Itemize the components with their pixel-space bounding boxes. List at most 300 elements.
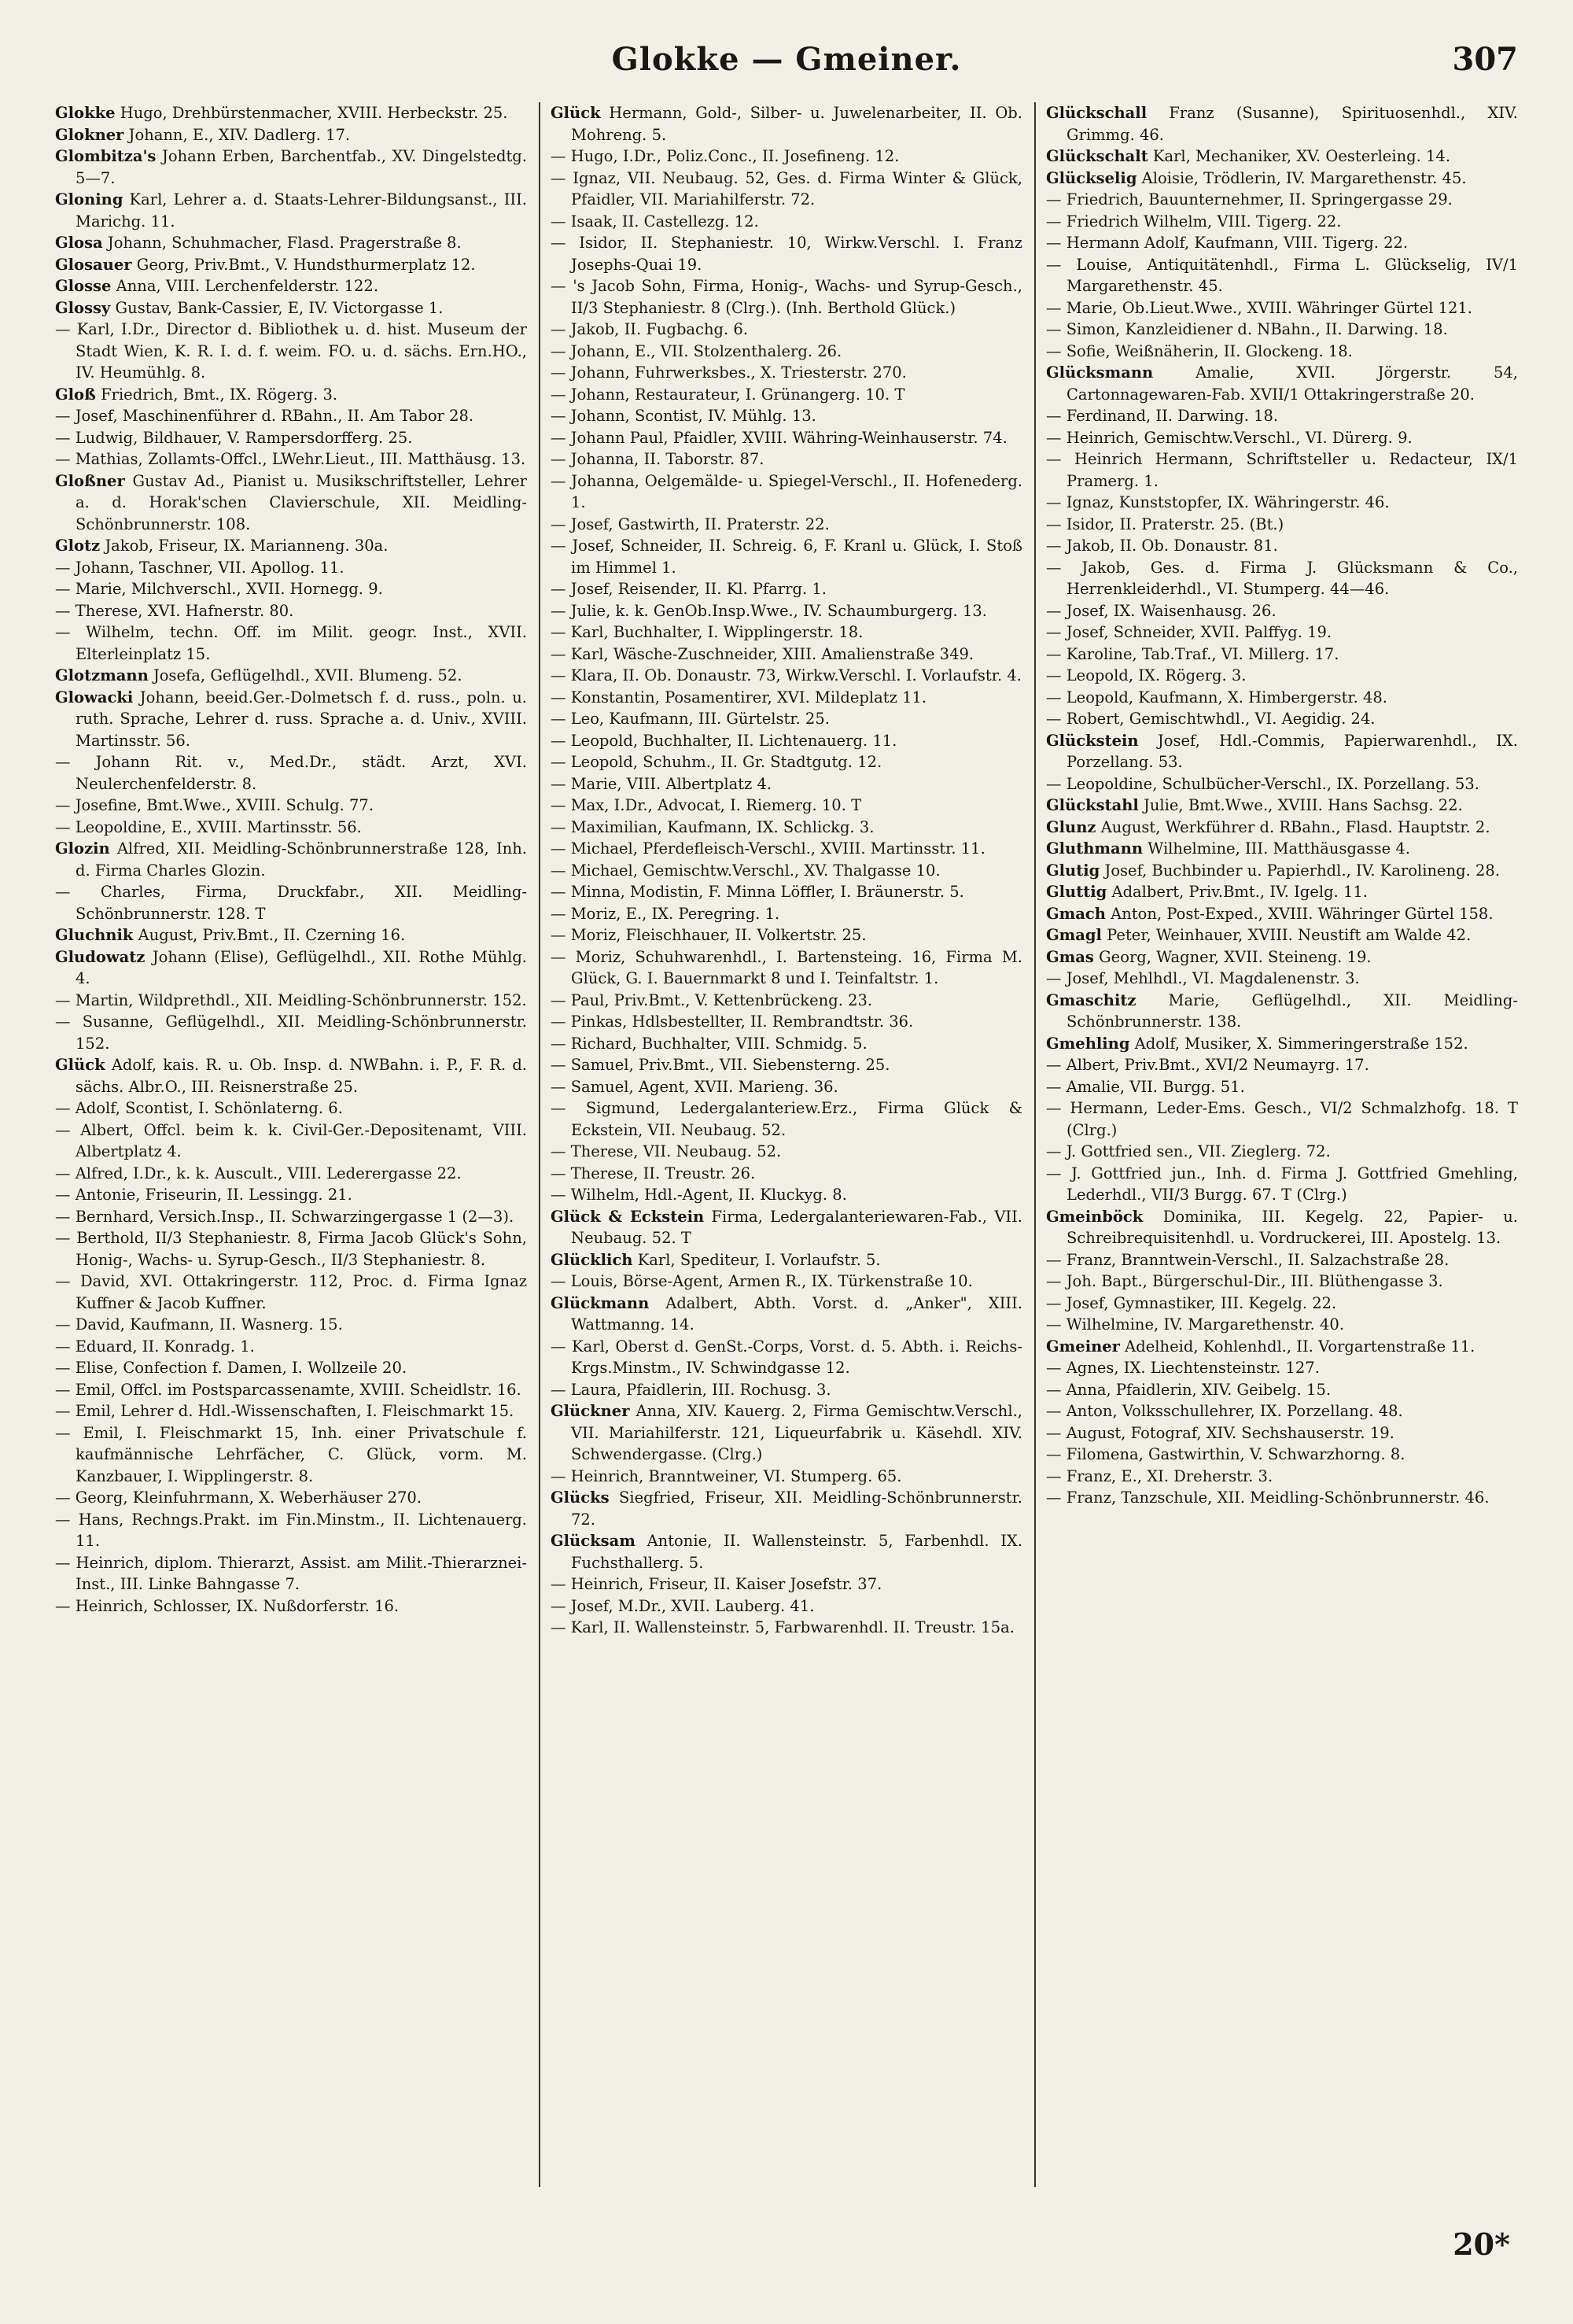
entry-text: — Marie, Ob.Lieut.Wwe., XVIII. Währinger Gürtel 121. [1046, 298, 1472, 317]
directory-entry [1046, 730, 1518, 773]
entry-surname: Gmagl [1046, 926, 1102, 944]
entry-text: — 's Jacob Sohn, Firma, Honig-, Wachs- und Syrup-Gesch., II/3 Stephaniestr. 8 (Clrg.). (Inh. Berthold Glück.) [551, 277, 1022, 317]
entry-text: — Johann Rit. v., Med.Dr., städt. Arzt, XVI. Neulerchenfelderstr. 8. [55, 753, 527, 793]
directory-entry [1046, 1487, 1518, 1509]
entry-text: Karl, Spediteur, I. Vorlaufstr. 5. [632, 1250, 881, 1269]
directory-entry [551, 1163, 1022, 1185]
directory-entry [1046, 1466, 1518, 1488]
directory-entry [551, 687, 1022, 709]
directory-entry [55, 124, 527, 146]
directory-entry [55, 751, 527, 795]
directory-entry [1046, 817, 1518, 839]
column-middle [551, 102, 1022, 2211]
directory-entry [551, 924, 1022, 946]
directory-entry [551, 860, 1022, 882]
entry-text: — David, XVI. Ottakringerstr. 112, Proc. d. Firma Ignaz Kuffner & Jacob Kuffner. [55, 1272, 527, 1312]
entry-text: Josef, Hdl.-Commis, Papierwarenhdl., IX. Porzellang. 53. [1066, 731, 1518, 771]
directory-entry [55, 1336, 527, 1358]
entry-text: — Agnes, IX. Liechtensteinstr. 127. [1046, 1359, 1320, 1377]
directory-entry [1046, 211, 1518, 233]
entry-text: — Moriz, Schuhwarenhdl., I. Bartensteing. 16, Firma M. Glück, G. I. Bauernmarkt 8 und I. Teinfaltstr. 1. [551, 947, 1022, 987]
entry-text: Amalie, XVII. Jörgerstr. 54, Cartonnagewaren-Fab. XVII/1 Ottakringerstraße 20. [1066, 363, 1518, 404]
entry-surname: Glückmann [551, 1293, 650, 1312]
entry-text: — Joh. Bapt., Bürgerschul-Dir., III. Blüthengasse 3. [1046, 1272, 1443, 1290]
directory-entry [55, 1054, 527, 1097]
entry-text: — Josef, IX. Waisenhausg. 26. [1046, 601, 1276, 620]
directory-entry [551, 1011, 1022, 1033]
entry-text: — Moriz, Fleischhauer, II. Volkertstr. 25. [551, 926, 867, 944]
entry-text: — Therese, VII. Neubaug. 52. [551, 1142, 782, 1160]
entry-text: — Johanna, II. Taborstr. 87. [551, 450, 764, 468]
directory-entry [551, 146, 1022, 168]
entry-text: Georg, Wagner, XVII. Steineng. 19. [1093, 947, 1372, 966]
entry-text: — Samuel, Agent, XVII. Marieng. 36. [551, 1077, 838, 1096]
entry-text: — Richard, Buchhalter, VIII. Schmidg. 5. [551, 1034, 868, 1053]
entry-text: Johann, beeid.Ger.-Dolmetsch f. d. russ., poln. u. ruth. Sprache, Lehrer d. russ. Sprache a. d. Univ., XVIII. Martinsstr. 56. [76, 688, 527, 750]
directory-entry [551, 946, 1022, 990]
entry-text: Johann (Elise), Geflügelhdl., XII. Rothe Mühlg. 4. [76, 947, 527, 987]
entry-text: — Elise, Confection f. Damen, I. Wollzeile 20. [55, 1359, 407, 1377]
entry-text: Julie, Bmt.Wwe., XVIII. Hans Sachsg. 22. [1138, 796, 1463, 814]
entry-text: — Johann, Scontist, IV. Mühlg. 13. [551, 407, 816, 425]
directory-entry [55, 254, 527, 276]
entry-text: — August, Fotograf, XIV. Sechshauserstr. 19. [1046, 1423, 1394, 1442]
directory-entry [55, 1206, 527, 1228]
entry-text: — Johann, Taschner, VII. Apollog. 11. [55, 558, 344, 577]
directory-entry [551, 405, 1022, 427]
entry-text: — Johann, Restaurateur, I. Grünangerg. 10. T [551, 385, 905, 404]
column-right [1046, 102, 1518, 2211]
directory-entry [551, 622, 1022, 644]
directory-entry [55, 535, 527, 557]
directory-entry [1046, 189, 1518, 211]
entry-text: — Susanne, Geflügelhdl., XII. Meidling-Schönbrunnerstr. 152. [55, 1013, 527, 1053]
entry-surname: Glückschall [1046, 104, 1148, 122]
directory-entry [1046, 254, 1518, 297]
entry-text: — Robert, Gemischtwhdl., VI. Aegidig. 24. [1046, 710, 1376, 728]
entry-text: August, Priv.Bmt., II. Czerning 16. [133, 926, 406, 944]
directory-entry [55, 297, 527, 319]
directory-entry [551, 817, 1022, 839]
entry-text: Adalbert, Priv.Bmt., IV. Igelg. 11. [1107, 883, 1368, 901]
directory-entry [551, 1466, 1022, 1488]
entry-text: — Wilhelmine, IV. Margarethenstr. 40. [1046, 1315, 1345, 1334]
directory-entry [1046, 362, 1518, 405]
entry-text: Josefa, Geflügelhdl., XVII. Blumeng. 52. [148, 666, 462, 684]
entry-text: — Hugo, I.Dr., Poliz.Conc., II. Josefineng. 12. [551, 147, 900, 165]
directory-entry [55, 448, 527, 470]
entry-text: — Klara, II. Ob. Donaustr. 73, Wirkw.Verschl. I. Vorlaufstr. 4. [551, 666, 1022, 684]
entry-text: — Josef, Reisender, II. Kl. Pfarrg. 1. [551, 580, 827, 598]
entry-text: — Eduard, II. Konradg. 1. [55, 1337, 255, 1356]
directory-entry [551, 275, 1022, 319]
entry-text: — Alfred, I.Dr., k. k. Auscult., VIII. Lederergasse 22. [55, 1164, 462, 1182]
signature-mark: 20* [1453, 2226, 1510, 2262]
directory-entry [55, 1509, 527, 1552]
entry-surname: Gmach [1046, 904, 1106, 923]
entry-text: — Michael, Gemischtw.Verschl., XV. Thalgasse 10. [551, 861, 941, 880]
directory-entry [551, 600, 1022, 622]
entry-text: — Josef, Gymnastiker, III. Kegelg. 22. [1046, 1293, 1337, 1312]
directory-entry [1046, 622, 1518, 644]
entry-text: Anna, XIV. Kauerg. 2, Firma Gemischtw.Verschl., VII. Mariahilferstr. 121, Liqueurfabrik u. Käsehdl. XIV. Schwendergasse. (Clrg.) [571, 1402, 1022, 1463]
entry-text: — Max, I.Dr., Advocat, I. Riemerg. 10. T [551, 796, 862, 814]
entry-surname: Glücks [551, 1488, 610, 1507]
entry-text: Dominika, III. Kegelg. 22, Papier- u. Schreibrequisitenhdl. u. Vordruckerei, III. Apostelg. 13. [1066, 1207, 1518, 1247]
directory-entry [55, 1227, 527, 1271]
entry-surname: Glossy [55, 298, 111, 317]
directory-entry [55, 990, 527, 1012]
entry-text: — Emil, I. Fleischmarkt 15, Inh. einer Privatschule f. kaufmännische Lehrfächer, C. Glück, vorm. M. Kanzbauer, I. Wipplingerstr. 8. [55, 1423, 527, 1485]
entry-text: Karl, Lehrer a. d. Staats-Lehrer-Bildungsanst., III. Marichg. 11. [76, 190, 527, 231]
entry-text: — Simon, Kanzleidiener d. NBahn., II. Darwing. 18. [1046, 320, 1448, 338]
entry-text: — Johanna, Oelgemälde- u. Spiegel-Verschl., II. Hofenederg. 1. [551, 471, 1022, 511]
directory-entry [551, 1336, 1022, 1379]
entry-text: — Emil, Lehrer d. Hdl.-Wissenschaften, I. Fleischmarkt 15. [55, 1402, 514, 1420]
entry-surname: Glozin [55, 839, 110, 858]
entry-text: — Charles, Firma, Druckfabr., XII. Meidling-Schönbrunnerstr. 128. T [55, 883, 527, 923]
entry-text: — Samuel, Priv.Bmt., VII. Siebensterng. 25. [551, 1056, 890, 1074]
entry-text: Anna, VIII. Lerchenfelderstr. 122. [111, 277, 379, 295]
entry-text: — Hermann Adolf, Kaufmann, VIII. Tigerg. 22. [1046, 234, 1409, 252]
entry-text: — Leopold, Buchhalter, II. Lichtenauerg. 11. [551, 731, 897, 750]
directory-entry [551, 1249, 1022, 1271]
directory-entry [55, 1400, 527, 1422]
directory-entry [1046, 319, 1518, 341]
directory-entry [1046, 644, 1518, 666]
entry-surname: Gmehling [1046, 1034, 1130, 1053]
directory-entry [551, 1573, 1022, 1595]
page-title: Glokke — Gmeiner. [611, 41, 962, 78]
directory-entry [551, 795, 1022, 817]
directory-entry [1046, 1033, 1518, 1055]
directory-entry [551, 1595, 1022, 1618]
entry-text: — Heinrich, Friseur, II. Kaiser Josefstr. 37. [551, 1575, 882, 1593]
entry-text: — Karoline, Tab.Traf., VI. Millerg. 17. [1046, 644, 1339, 663]
entry-text: — Hermann, Leder-Ems. Gesch., VI/2 Schmalzhofg. 18. T (Clrg.) [1046, 1099, 1518, 1139]
directory-entry [551, 751, 1022, 773]
entry-text: Gustav, Bank-Cassier, E, IV. Victorgasse 1. [110, 298, 444, 317]
entry-surname: Glosse [55, 277, 112, 295]
entry-text: — Therese, II. Treustr. 26. [551, 1164, 756, 1182]
entry-surname: Gloning [55, 190, 123, 208]
entry-surname: Glücklich [551, 1250, 633, 1269]
directory-entry [55, 924, 527, 946]
directory-entry [551, 1271, 1022, 1293]
entry-text: — Josef, Schneider, II. Schreig. 6, F. Kranl u. Glück, I. Stoß im Himmel 1. [551, 537, 1022, 577]
directory-entry [55, 232, 527, 254]
directory-entry [55, 384, 527, 406]
entry-surname: Gmeinböck [1046, 1207, 1144, 1226]
directory-entry [551, 514, 1022, 536]
directory-entry [55, 1271, 527, 1314]
entry-text: — Josef, Maschinenführer d. RBahn., II. Am Tabor 28. [55, 407, 474, 425]
entry-text: — Johann, E., VII. Stolzenthalerg. 26. [551, 341, 842, 360]
entry-surname: Glombitza's [55, 147, 157, 165]
entry-text: — Hans, Rechngs.Prakt. im Fin.Minstm., II. Lichtenauerg. 11. [55, 1510, 527, 1550]
entry-surname: Gluttig [1046, 883, 1107, 901]
entry-text: Adalbert, Abth. Vorst. d. „Anker", XIII. Wattmanng. 14. [571, 1293, 1022, 1334]
entry-text: — Heinrich, Gemischtw.Verschl., VI. Dürerg. 9. [1046, 428, 1413, 447]
entry-text: Alfred, XII. Meidling-Schönbrunnerstraße 128, Inh. d. Firma Charles Glozin. [76, 839, 527, 880]
directory-entry [551, 665, 1022, 687]
entry-text: — Adolf, Scontist, I. Schönlaterng. 6. [55, 1099, 343, 1117]
entry-surname: Glückselig [1046, 168, 1137, 187]
directory-entry [551, 384, 1022, 406]
directory-entry [55, 1552, 527, 1595]
directory-entry [1046, 946, 1518, 968]
entry-text: — Konstantin, Posamentirer, XVI. Mildeplatz 11. [551, 688, 927, 706]
directory-entry [1046, 1400, 1518, 1422]
entry-surname: Glosa [55, 234, 103, 252]
entry-surname: Gluthmann [1046, 839, 1144, 858]
directory-entry [55, 1422, 527, 1488]
entry-surname: Glotz [55, 537, 101, 555]
directory-entry [1046, 924, 1518, 946]
entry-surname: Gludowatz [55, 947, 146, 966]
directory-entry [1046, 1249, 1518, 1271]
entry-text: — Leopold, IX. Rögerg. 3. [1046, 666, 1247, 684]
entry-surname: Glück [551, 104, 601, 122]
directory-entry [551, 1033, 1022, 1055]
entry-text: — Leopold, Kaufmann, X. Himbergerstr. 48. [1046, 688, 1387, 706]
directory-entry [55, 1379, 527, 1401]
entry-text: — Louise, Antiquitätenhdl., Firma L. Glückselig, IV/1 Margarethenstr. 45. [1046, 255, 1518, 295]
directory-entry [55, 1357, 527, 1379]
entry-surname: Glücksmann [1046, 363, 1154, 382]
directory-entry [1046, 773, 1518, 795]
entry-surname: Glotzmann [55, 666, 149, 684]
entry-text: — Laura, Pfaidlerin, III. Rochusg. 3. [551, 1380, 831, 1399]
directory-entry [55, 1595, 527, 1618]
entry-surname: Gloß [55, 385, 96, 404]
entry-surname: Glückstein [1046, 731, 1139, 750]
entry-text: Hermann, Gold-, Silber- u. Juwelenarbeiter, II. Ob. Mohreng. 5. [571, 104, 1022, 144]
entry-text: Marie, Geflügelhdl., XII. Meidling-Schönbrunnerstr. 138. [1066, 990, 1518, 1031]
entry-text: — Karl, Buchhalter, I. Wipplingerstr. 18. [551, 623, 864, 641]
directory-entry [55, 1163, 527, 1185]
entry-text: — Michael, Pferdefleisch-Verschl., XVIII. Martinsstr. 11. [551, 839, 985, 858]
directory-entry [551, 838, 1022, 860]
directory-entry [551, 773, 1022, 795]
directory-entry [1046, 990, 1518, 1033]
directory-entry [55, 1120, 527, 1163]
entry-text: Wilhelmine, III. Matthäusgasse 4. [1143, 839, 1410, 858]
entry-text: — Martin, Wildprethdl., XII. Meidling-Schönbrunnerstr. 152. [55, 990, 527, 1009]
directory-entry [1046, 535, 1518, 557]
directory-entry [551, 1530, 1022, 1573]
directory-columns [55, 102, 1518, 2211]
entry-text: Peter, Weinhauer, XVIII. Neustift am Walde 42. [1101, 926, 1472, 944]
directory-entry [551, 1184, 1022, 1206]
entry-surname: Glückstahl [1046, 796, 1139, 814]
directory-entry [55, 1011, 527, 1054]
directory-entry [55, 600, 527, 622]
directory-entry [551, 1617, 1022, 1639]
entry-surname: Glück & Eckstein [551, 1207, 705, 1226]
entry-text: Friedrich, Bmt., IX. Rögerg. 3. [95, 385, 338, 404]
directory-entry [1046, 232, 1518, 254]
entry-surname: Glowacki [55, 688, 134, 706]
directory-entry [55, 622, 527, 665]
entry-text: — Friedrich Wilhelm, VIII. Tigerg. 22. [1046, 212, 1342, 231]
entry-text: — Franz, E., XI. Dreherstr. 3. [1046, 1466, 1273, 1485]
directory-entry [1046, 146, 1518, 168]
directory-entry [1046, 795, 1518, 817]
directory-entry [55, 1097, 527, 1120]
directory-entry [1046, 297, 1518, 319]
entry-text: — Wilhelm, techn. Off. im Milit. geogr. Inst., XVII. Elterleinplatz 15. [55, 623, 527, 663]
entry-surname: Glutig [1046, 861, 1100, 880]
directory-entry [1046, 881, 1518, 903]
entry-text: — Louis, Börse-Agent, Armen R., IX. Türkenstraße 10. [551, 1272, 973, 1290]
directory-entry [55, 881, 527, 924]
directory-entry [551, 232, 1022, 275]
entry-text: — Georg, Kleinfuhrmann, X. Weberhäuser 270. [55, 1488, 422, 1507]
entry-surname: Glokke [55, 104, 116, 122]
entry-text: — Karl, Wäsche-Zuschneider, XIII. Amalienstraße 349. [551, 644, 974, 663]
entry-text: Jakob, Friseur, IX. Marianneng. 30a. [100, 537, 389, 555]
directory-entry [1046, 557, 1518, 600]
entry-text: — Sigmund, Ledergalanteriew.Erz., Firma Glück & Eckstein, VII. Neubaug. 52. [551, 1099, 1022, 1139]
entry-text: — Ferdinand, II. Darwing. 18. [1046, 407, 1279, 425]
directory-entry [551, 990, 1022, 1012]
directory-entry [1046, 1271, 1518, 1293]
directory-entry [1046, 687, 1518, 709]
directory-entry [55, 795, 527, 817]
directory-entry [1046, 1054, 1518, 1076]
entry-text: — Johann Paul, Pfaidler, XVIII. Währing-Weinhauserstr. 74. [551, 428, 1008, 447]
entry-text: — Ignaz, VII. Neubaug. 52, Ges. d. Firma Winter & Glück, Pfaidler, VII. Mariahilferstr. 72. [551, 168, 1022, 208]
directory-entry [1046, 102, 1518, 146]
directory-entry [1046, 1314, 1518, 1336]
directory-entry [551, 881, 1022, 903]
entry-text: — Josef, Gastwirth, II. Praterstr. 22. [551, 515, 830, 533]
entry-text: August, Werkführer d. RBahn., Flasd. Hauptstr. 2. [1096, 817, 1490, 836]
entry-text: — Friedrich, Bauunternehmer, II. Springergasse 29. [1046, 190, 1453, 208]
entry-text: — Leopoldine, E., XVIII. Martinsstr. 56. [55, 817, 362, 836]
entry-text: Adolf, kais. R. u. Ob. Insp. d. NWBahn. i. P., F. R. d. sächs. Albr.O., III. Reisnerstraße 25. [76, 1056, 527, 1096]
directory-entry [1046, 448, 1518, 492]
entry-text: — Marie, Milchverschl., XVII. Hornegg. 9. [55, 580, 383, 598]
entry-text: — Leo, Kaufmann, III. Gürtelstr. 25. [551, 710, 830, 728]
directory-entry [55, 405, 527, 427]
entry-surname: Gmeiner [1046, 1337, 1120, 1356]
entry-text: — Albert, Priv.Bmt., XVI/2 Neumayrg. 17. [1046, 1056, 1369, 1074]
entry-text: Georg, Priv.Bmt., V. Hundsthurmerplatz 12. [131, 255, 476, 274]
entry-text: — Ludwig, Bildhauer, V. Rampersdorfferg. 25. [55, 428, 413, 447]
directory-entry [551, 1487, 1022, 1530]
entry-text: Adelheid, Kohlenhdl., II. Vorgartenstraße 11. [1119, 1337, 1475, 1356]
entry-text: — Minna, Modistin, F. Minna Löffler, I. Bräunerstr. 5. [551, 883, 964, 901]
entry-text: — Moriz, E., IX. Peregring. 1. [551, 904, 780, 923]
entry-surname: Glückner [551, 1402, 630, 1420]
directory-entry [55, 1314, 527, 1336]
entry-text: — Amalie, VII. Burgg. 51. [1046, 1077, 1245, 1096]
entry-text: — Filomena, Gastwirthin, V. Schwarzhorng. 8. [1046, 1445, 1405, 1463]
directory-entry [1046, 1379, 1518, 1401]
entry-text: Aloisie, Trödlerin, IV. Margarethenstr. 45. [1136, 168, 1467, 187]
entry-text: — Julie, k. k. GenOb.Insp.Wwe., IV. Schaumburgerg. 13. [551, 601, 987, 620]
entry-text: Karl, Mechaniker, XV. Oesterleing. 14. [1148, 147, 1451, 165]
entry-text: — Therese, XVI. Hafnerstr. 80. [55, 601, 294, 620]
entry-text: — Jakob, II. Ob. Donaustr. 81. [1046, 537, 1278, 555]
entry-text: Siegfried, Friseur, XII. Meidling-Schönbrunnerstr. 72. [571, 1488, 1022, 1529]
entry-text: — Maximilian, Kaufmann, IX. Schlickg. 3. [551, 817, 875, 836]
directory-entry [55, 102, 527, 124]
directory-entry [551, 1206, 1022, 1249]
directory-entry [551, 578, 1022, 600]
directory-entry [1046, 903, 1518, 925]
directory-entry [1046, 1293, 1518, 1315]
entry-surname: Glosauer [55, 255, 132, 274]
entry-text: — Heinrich, Branntweiner, VI. Stumperg. 65. [551, 1466, 902, 1485]
directory-entry [55, 687, 527, 752]
directory-entry [551, 730, 1022, 752]
entry-text: — Heinrich, diplom. Thierarzt, Assist. am Milit.-Thierarznei-Inst., III. Linke Bahngasse 7. [55, 1553, 527, 1593]
entry-text: — Wilhelm, Hdl.-Agent, II. Kluckyg. 8. [551, 1186, 847, 1204]
directory-entry [551, 1379, 1022, 1401]
directory-entry [55, 189, 527, 232]
directory-entry [1046, 1336, 1518, 1358]
entry-surname: Glück [55, 1056, 105, 1074]
directory-entry [1046, 1206, 1518, 1249]
directory-entry [551, 168, 1022, 211]
directory-entry [551, 1141, 1022, 1163]
directory-entry [1046, 405, 1518, 427]
directory-entry [1046, 665, 1518, 687]
entry-text: Hugo, Drehbürstenmacher, XVIII. Herbeckstr. 25. [115, 104, 508, 122]
directory-entry [551, 102, 1022, 146]
directory-entry [1046, 968, 1518, 990]
directory-entry [551, 1076, 1022, 1098]
directory-entry [1046, 708, 1518, 730]
entry-text: Franz (Susanne), Spirituosenhdl., XIV. Grimmg. 46. [1066, 104, 1518, 144]
directory-entry [1046, 860, 1518, 882]
entry-text: — Karl, II. Wallensteinstr. 5, Farbwarenhdl. II. Treustr. 15a. [551, 1618, 1015, 1636]
directory-entry [551, 341, 1022, 363]
entry-text: — Jakob, Ges. d. Firma J. Glücksmann & Co., Herrenkleiderhdl., VI. Stumperg. 44—46. [1046, 558, 1518, 598]
entry-text: — Franz, Branntwein-Verschl., II. Salzachstraße 28. [1046, 1250, 1450, 1269]
page-number: 307 [1452, 41, 1518, 78]
directory-entry [1046, 168, 1518, 190]
directory-entry [55, 470, 527, 536]
directory-entry [1046, 514, 1518, 536]
directory-entry [551, 362, 1022, 384]
entry-text: — Jakob, II. Fugbachg. 6. [551, 320, 749, 338]
entry-text: — Heinrich Hermann, Schriftsteller u. Redacteur, IX/1 Pramerg. 1. [1046, 450, 1518, 490]
directory-entry [1046, 1076, 1518, 1098]
entry-text: — Anna, Pfaidlerin, XIV. Geibelg. 15. [1046, 1380, 1332, 1399]
entry-text: — Isidor, II. Stephaniestr. 10, Wirkw.Verschl. I. Franz Josephs-Quai 19. [551, 234, 1022, 274]
directory-entry [55, 146, 527, 189]
entry-text: — Josefine, Bmt.Wwe., XVIII. Schulg. 77. [55, 796, 374, 814]
entry-text: — Leopold, Schuhm., II. Gr. Stadtgutg. 12. [551, 753, 882, 771]
directory-entry [55, 1184, 527, 1206]
page-header [55, 41, 1518, 88]
entry-text: — Josef, Mehlhdl., VI. Magdalenenstr. 3. [1046, 969, 1360, 987]
entry-text: Firma, Ledergalanteriewaren-Fab., VII. Neubaug. 52. T [571, 1207, 1022, 1247]
directory-entry [551, 1400, 1022, 1466]
entry-text: — J. Gottfried jun., Inh. d. Firma J. Gottfried Gmehling, Lederhdl., VII/3 Burgg. 67. T (Clrg.) [1046, 1164, 1518, 1204]
directory-entry [1046, 1141, 1518, 1163]
entry-text: — Isaak, II. Castellezg. 12. [551, 212, 759, 231]
entry-text: — Karl, I.Dr., Director d. Bibliothek u. d. hist. Museum der Stadt Wien, K. R. I. d. f. weim. FO. u. d. sächs. Ern.HO., IV. Heumühlg. 8. [55, 320, 527, 382]
directory-entry [55, 817, 527, 839]
entry-text: — Marie, VIII. Albertplatz 4. [551, 774, 772, 793]
entry-surname: Glücksam [551, 1532, 635, 1550]
directory-entry [55, 427, 527, 449]
